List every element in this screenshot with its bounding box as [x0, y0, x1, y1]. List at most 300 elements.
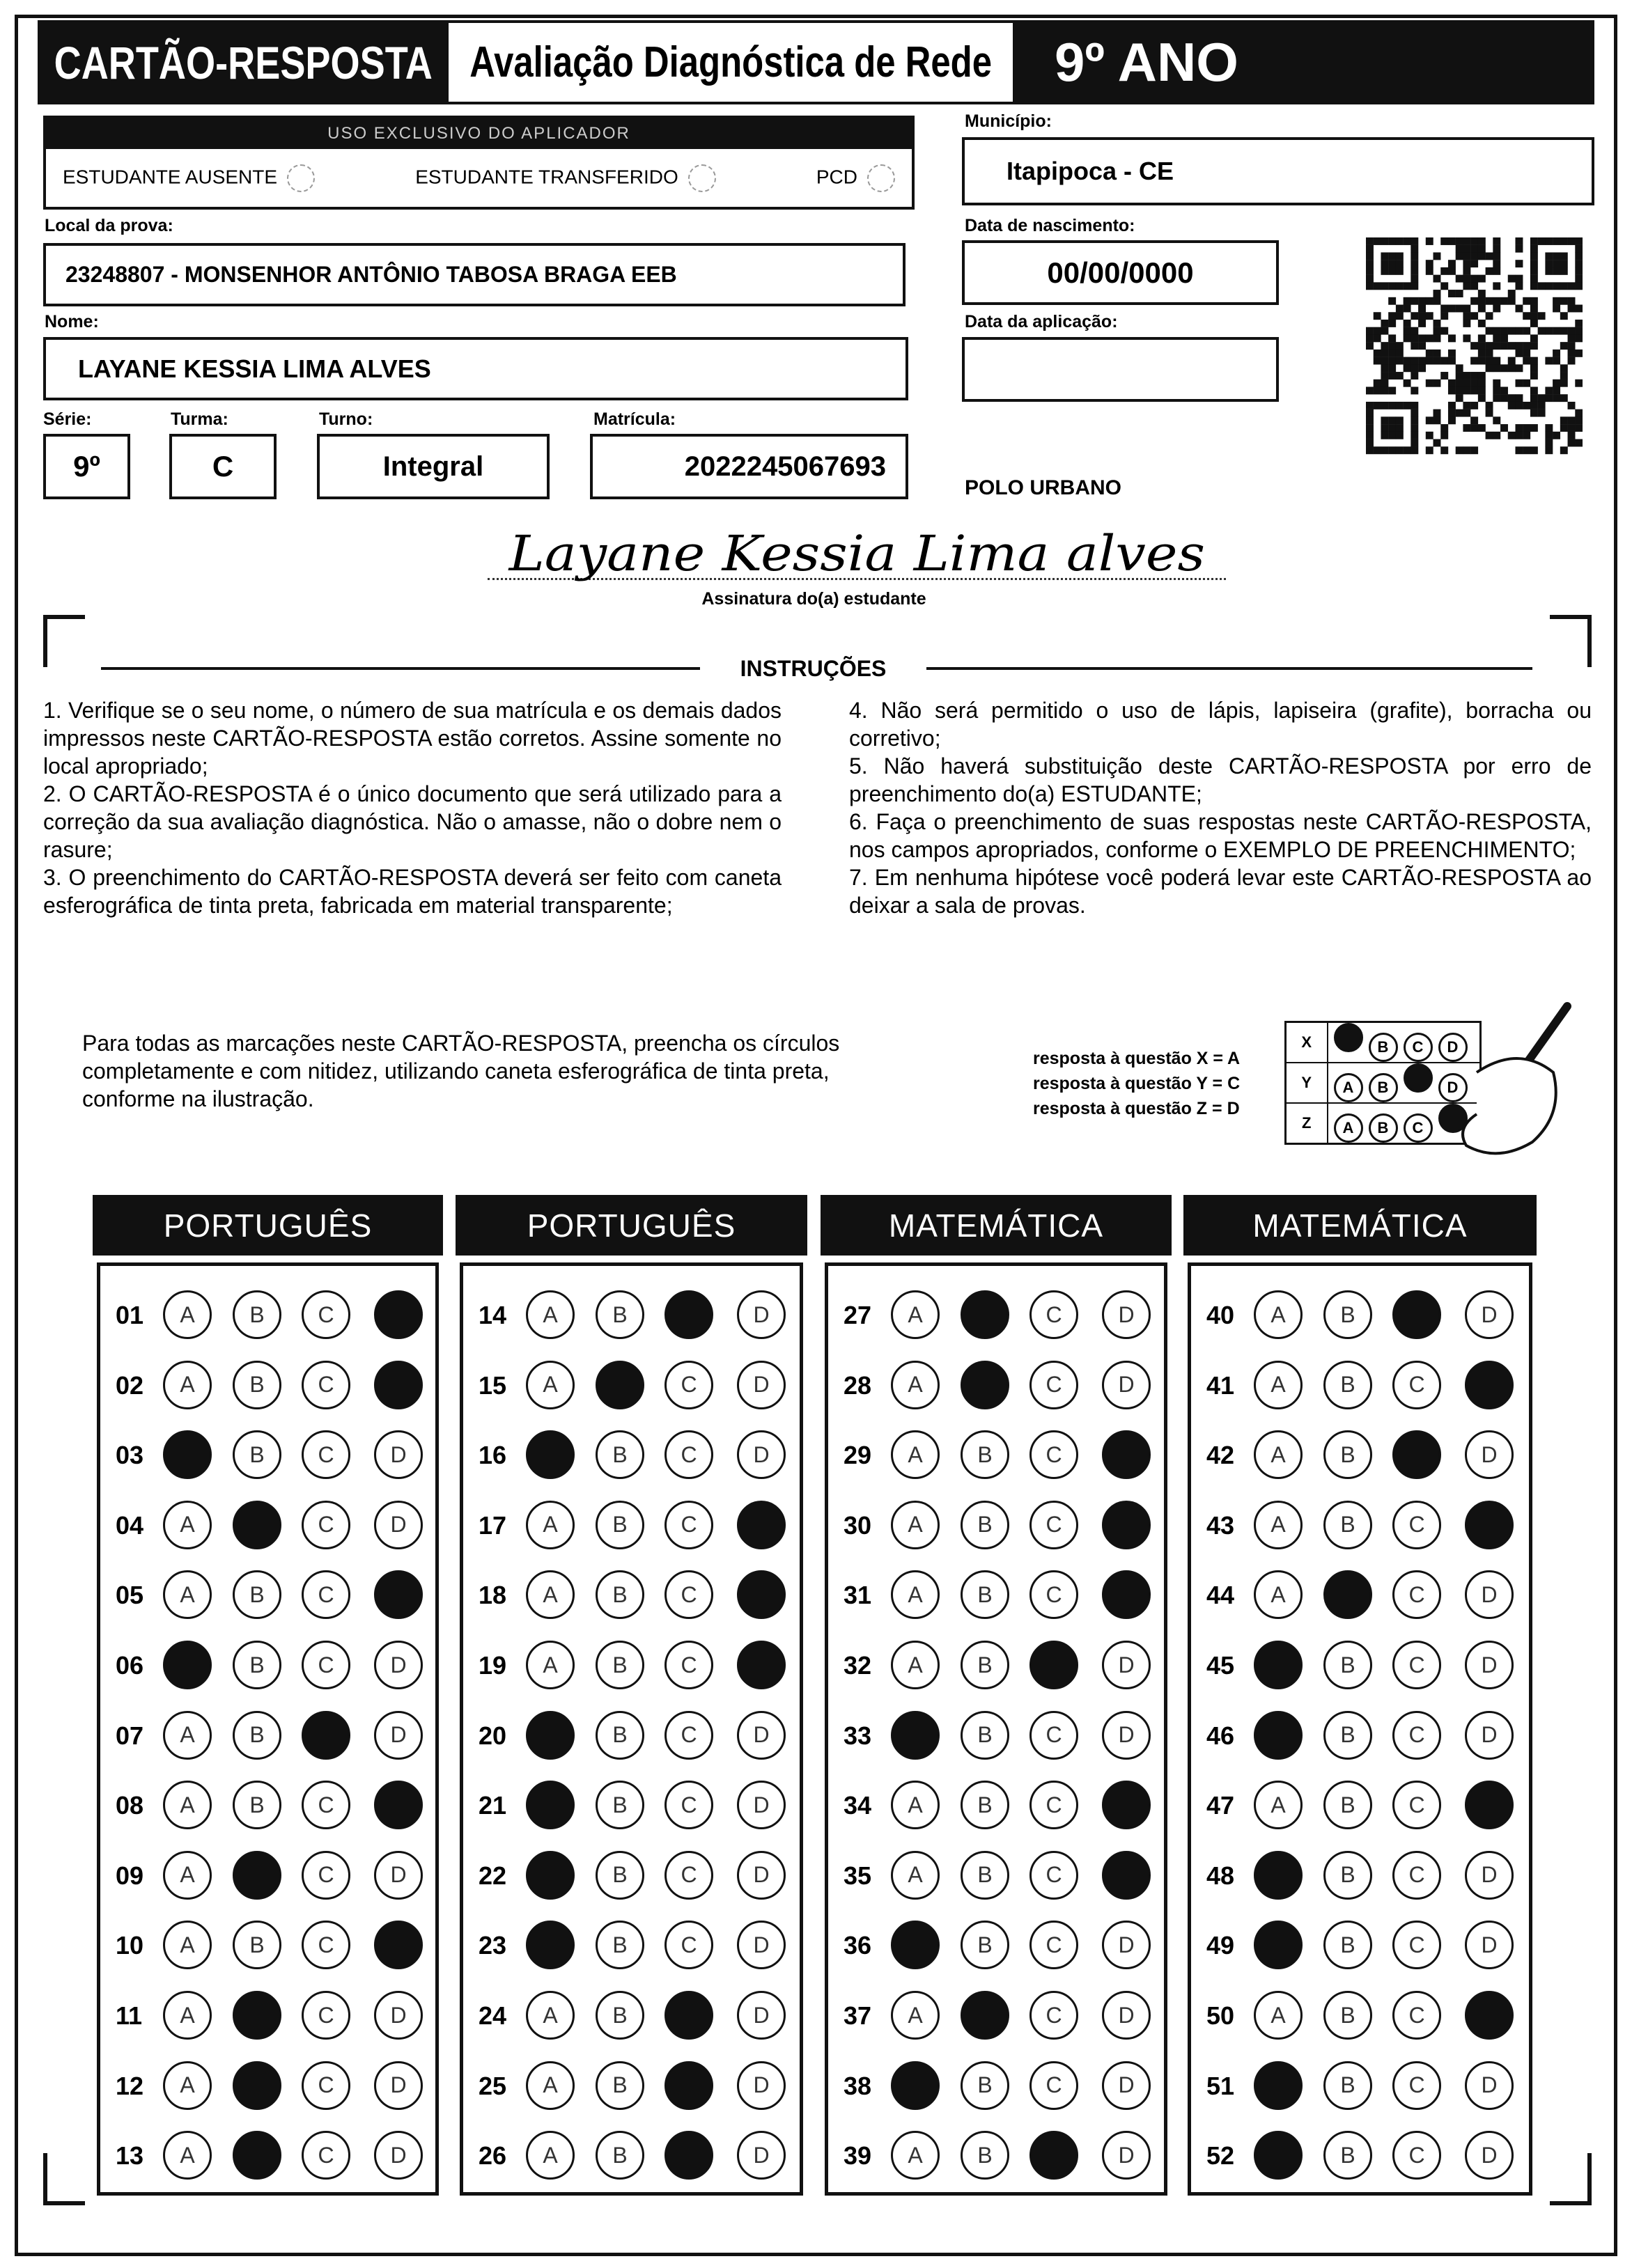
bubble-c[interactable]: C	[1392, 1851, 1441, 1900]
question-number: 13	[116, 2141, 144, 2171]
question-row	[463, 1497, 800, 1553]
bubble-d-filled[interactable]	[737, 1641, 786, 1689]
question-number: 52	[1206, 2141, 1235, 2171]
bubble-d-filled[interactable]	[374, 1921, 423, 1969]
bubble-d-filled[interactable]	[1102, 1781, 1151, 1829]
bubble-b-filled[interactable]	[961, 1290, 1009, 1339]
bubble-a-filled[interactable]	[1254, 2061, 1303, 2110]
bubble-a-filled[interactable]	[526, 1921, 575, 1969]
bubble-c[interactable]: C	[1029, 2061, 1078, 2110]
bubble-a-filled[interactable]	[1254, 1711, 1303, 1760]
bubble-a[interactable]: A	[526, 1290, 575, 1339]
bubble-b[interactable]: B	[961, 1781, 1009, 1829]
question-number: 32	[844, 1651, 872, 1680]
bubble-c[interactable]: C	[665, 1781, 713, 1829]
bubble-a[interactable]: A	[1254, 1430, 1303, 1479]
bubble-d[interactable]: D	[1465, 1570, 1514, 1619]
bubble-d-filled[interactable]	[1102, 1501, 1151, 1549]
bubble-a-filled[interactable]	[1254, 2131, 1303, 2180]
bubble-a[interactable]: A	[526, 1570, 575, 1619]
bubble-c[interactable]: C	[1392, 2061, 1441, 2110]
bubble-c[interactable]: C	[302, 1851, 350, 1900]
bubble-d[interactable]: D	[1102, 1641, 1151, 1689]
option-label: PCD	[816, 165, 857, 187]
bubble-d-filled[interactable]	[1465, 1991, 1514, 2040]
answer-column	[460, 1262, 803, 2196]
answer-column	[825, 1262, 1167, 2196]
bubble-c[interactable]: C	[1029, 1430, 1078, 1479]
bubble-c[interactable]: C	[1392, 1570, 1441, 1619]
example-caption: resposta à questão Y = C	[1033, 1074, 1241, 1093]
question-row	[1191, 1707, 1529, 1763]
question-number: 49	[1206, 1931, 1235, 1960]
signature: Layane Kessia Lima alves	[508, 525, 1205, 582]
instructions-left	[43, 696, 782, 919]
question-number: 41	[1206, 1370, 1235, 1400]
bubble-d-filled[interactable]	[374, 1781, 423, 1829]
bubble-a-filled[interactable]	[1254, 1851, 1303, 1900]
matricula-label: Matrícula:	[593, 409, 676, 429]
bubble-a[interactable]: A	[526, 2131, 575, 2180]
bubble-b[interactable]: B	[1323, 1641, 1372, 1689]
bubble-d-filled[interactable]	[374, 1290, 423, 1339]
bubble-c[interactable]: C	[302, 1991, 350, 2040]
bubble-a[interactable]: A	[1254, 1361, 1303, 1409]
bubble-b[interactable]: B	[1323, 2061, 1372, 2110]
example-bubble-b: B	[1369, 1113, 1398, 1143]
option-pcd[interactable]	[816, 164, 895, 192]
question-number: 47	[1206, 1791, 1235, 1820]
bubble-c[interactable]: C	[665, 1430, 713, 1479]
question-number: 31	[844, 1581, 872, 1610]
bubble-c-filled[interactable]	[665, 1290, 713, 1339]
bubble-d[interactable]: D	[374, 2061, 423, 2110]
bubble-d[interactable]: D	[737, 1921, 786, 1969]
question-row	[100, 1707, 435, 1763]
bubble-a-filled[interactable]	[526, 1781, 575, 1829]
bubble-c[interactable]: C	[302, 1361, 350, 1409]
bubble-a-filled[interactable]	[526, 1851, 575, 1900]
bubble-b-filled[interactable]	[233, 1501, 281, 1549]
turma-field	[169, 434, 277, 499]
bubble-c[interactable]: C	[1029, 1781, 1078, 1829]
bubble-b-filled[interactable]	[596, 1361, 644, 1409]
section-header: MATEMÁTICA	[1183, 1195, 1537, 1256]
bubble-c-filled[interactable]	[302, 1711, 350, 1760]
bubble-b-filled[interactable]	[233, 2061, 281, 2110]
bubble-c[interactable]: C	[1029, 1851, 1078, 1900]
bubble-a-filled[interactable]	[891, 1921, 940, 1969]
example-bubble-d: D	[1438, 1033, 1468, 1062]
bubble-d[interactable]: D	[737, 1851, 786, 1900]
instruction-item: 1. Verifique se o seu nome, o número de sua matrícula e os demais dados impressos neste CARTÃO-RESPOSTA estão corretos. Assine somente no local apropriado;	[43, 698, 782, 779]
bubble-b[interactable]: B	[596, 1991, 644, 2040]
signature-line	[488, 514, 1226, 580]
question-number: 40	[1206, 1301, 1235, 1329]
example-row-label: Z	[1286, 1103, 1328, 1144]
bubble-b[interactable]: B	[1323, 2131, 1372, 2180]
bubble-d[interactable]: D	[1102, 2061, 1151, 2110]
ausente-bubble[interactable]	[287, 164, 315, 192]
bubble-a[interactable]: A	[891, 1361, 940, 1409]
bubble-c-filled[interactable]	[1029, 1641, 1078, 1689]
bubble-d-filled[interactable]	[374, 1570, 423, 1619]
bubble-d[interactable]: D	[374, 2131, 423, 2180]
bubble-d[interactable]: D	[1465, 1641, 1514, 1689]
question-row	[100, 1357, 435, 1413]
bubble-d[interactable]: D	[737, 1711, 786, 1760]
option-label: ESTUDANTE TRANSFERIDO	[415, 165, 678, 187]
bubble-c-filled[interactable]	[1392, 1430, 1441, 1479]
question-number: 30	[844, 1510, 872, 1540]
matricula-field	[590, 434, 908, 499]
bubble-d[interactable]: D	[737, 1290, 786, 1339]
pcd-bubble[interactable]	[867, 164, 895, 192]
bubble-a[interactable]: A	[891, 1570, 940, 1619]
question-row	[828, 1987, 1164, 2043]
bubble-c[interactable]: C	[665, 1641, 713, 1689]
question-number: 25	[479, 2071, 507, 2100]
bubble-b[interactable]: B	[233, 1570, 281, 1619]
bubble-b[interactable]: B	[233, 1921, 281, 1969]
turma-value: C	[212, 450, 234, 483]
bubble-b[interactable]: B	[961, 1501, 1009, 1549]
example-bubble-d: D	[1438, 1073, 1468, 1102]
bubble-d[interactable]: D	[1465, 1430, 1514, 1479]
bubble-b[interactable]: B	[961, 2061, 1009, 2110]
bubble-d-filled[interactable]	[1102, 1430, 1151, 1479]
bubble-a[interactable]: A	[163, 1921, 212, 1969]
bubble-a[interactable]: A	[1254, 1991, 1303, 2040]
bubble-c[interactable]: C	[302, 1501, 350, 1549]
bubble-c[interactable]: C	[1392, 1781, 1441, 1829]
bubble-a[interactable]: A	[163, 1851, 212, 1900]
bubble-a-filled[interactable]	[1254, 1641, 1303, 1689]
bubble-a[interactable]: A	[526, 1361, 575, 1409]
option-estudante-transferido[interactable]	[415, 164, 716, 192]
bubble-d[interactable]: D	[1465, 1290, 1514, 1339]
bubble-a[interactable]: A	[891, 1991, 940, 2040]
pen-hand-icon	[1435, 996, 1574, 1177]
bubble-d[interactable]: D	[1102, 1290, 1151, 1339]
bubble-d[interactable]: D	[1102, 1921, 1151, 1969]
answer-column	[97, 1262, 439, 2196]
bubble-a[interactable]: A	[163, 1361, 212, 1409]
bubble-a[interactable]: A	[891, 1641, 940, 1689]
bubble-b[interactable]: B	[596, 1711, 644, 1760]
bubble-b[interactable]: B	[1323, 1921, 1372, 1969]
question-number: 02	[116, 1370, 144, 1400]
bubble-c[interactable]: C	[1029, 1921, 1078, 1969]
serie-field	[43, 434, 130, 499]
bubble-c-filled[interactable]	[1029, 2131, 1078, 2180]
bubble-c-filled[interactable]	[665, 2061, 713, 2110]
question-row	[1191, 2127, 1529, 2183]
grade-title-text: 9º ANO	[1055, 31, 1238, 93]
bubble-c[interactable]: C	[302, 1430, 350, 1479]
bubble-b[interactable]: B	[1323, 1430, 1372, 1479]
question-number: 19	[479, 1651, 507, 1680]
bubble-d[interactable]: D	[1465, 1711, 1514, 1760]
bubble-c[interactable]: C	[1392, 1711, 1441, 1760]
bubble-a[interactable]: A	[1254, 1501, 1303, 1549]
bubble-b[interactable]: B	[1323, 1501, 1372, 1549]
bubble-b[interactable]: B	[233, 1781, 281, 1829]
bubble-c[interactable]: C	[1029, 1290, 1078, 1339]
bubble-b[interactable]: B	[1323, 1851, 1372, 1900]
bubble-a[interactable]: A	[1254, 1290, 1303, 1339]
bubble-d[interactable]: D	[1465, 2061, 1514, 2110]
bubble-b[interactable]: B	[1323, 1290, 1372, 1339]
bubble-a[interactable]: A	[891, 1851, 940, 1900]
bubble-a[interactable]: A	[163, 1570, 212, 1619]
bubble-a-filled[interactable]	[163, 1430, 212, 1479]
bubble-c[interactable]: C	[665, 1711, 713, 1760]
bubble-b[interactable]: B	[596, 1570, 644, 1619]
bubble-b[interactable]: B	[961, 1921, 1009, 1969]
nome-label: Nome:	[45, 312, 99, 331]
question-number: 06	[116, 1651, 144, 1680]
bubble-a[interactable]: A	[163, 1711, 212, 1760]
bubble-d[interactable]: D	[374, 1430, 423, 1479]
question-number: 51	[1206, 2071, 1235, 2100]
question-number: 21	[479, 1791, 507, 1820]
bubble-b-filled[interactable]	[233, 1991, 281, 2040]
bubble-c[interactable]: C	[665, 1921, 713, 1969]
bubble-b[interactable]: B	[596, 1921, 644, 1969]
bubble-a[interactable]: A	[163, 2061, 212, 2110]
bubble-b[interactable]: B	[961, 1570, 1009, 1619]
question-row	[828, 1917, 1164, 1973]
bubble-b[interactable]: B	[596, 1641, 644, 1689]
bubble-c[interactable]: C	[302, 1921, 350, 1969]
question-row	[828, 1287, 1164, 1343]
bubble-c[interactable]: C	[302, 2061, 350, 2110]
bubble-a-filled[interactable]	[163, 1641, 212, 1689]
bubble-d[interactable]: D	[374, 1501, 423, 1549]
question-row	[828, 1777, 1164, 1833]
bubble-d[interactable]: D	[1102, 2131, 1151, 2180]
bubble-c[interactable]: C	[1392, 2131, 1441, 2180]
bubble-c[interactable]: C	[302, 1570, 350, 1619]
bubble-a[interactable]: A	[891, 2131, 940, 2180]
bubble-b[interactable]: B	[961, 1641, 1009, 1689]
bubble-c[interactable]: C	[665, 1361, 713, 1409]
bubble-b[interactable]: B	[596, 2061, 644, 2110]
bubble-b[interactable]: B	[961, 1711, 1009, 1760]
bubble-a-filled[interactable]	[526, 1430, 575, 1479]
bubble-d-filled[interactable]	[737, 1501, 786, 1549]
bubble-a[interactable]: A	[163, 1781, 212, 1829]
question-number: 12	[116, 2071, 144, 2100]
bubble-c[interactable]: C	[665, 1501, 713, 1549]
bubble-b[interactable]: B	[233, 1290, 281, 1339]
example-caption: resposta à questão X = A	[1033, 1049, 1241, 1068]
bubble-d[interactable]: D	[374, 1851, 423, 1900]
bubble-d-filled[interactable]	[737, 1570, 786, 1619]
bubble-b[interactable]: B	[961, 1430, 1009, 1479]
question-number: 07	[116, 1721, 144, 1750]
question-row	[100, 1987, 435, 2043]
transferido-bubble[interactable]	[688, 164, 716, 192]
bubble-a[interactable]: A	[891, 1290, 940, 1339]
bubble-c[interactable]: C	[1392, 1641, 1441, 1689]
municipio-field	[962, 137, 1594, 205]
bubble-c[interactable]: C	[1029, 1501, 1078, 1549]
question-row	[100, 1917, 435, 1973]
bubble-c[interactable]: C	[665, 1570, 713, 1619]
bubble-a-filled[interactable]	[891, 1711, 940, 1760]
nome-value: LAYANE KESSIA LIMA ALVES	[78, 354, 431, 383]
bubble-d-filled[interactable]	[1465, 1501, 1514, 1549]
instruction-item: 5. Não haverá substituição deste CARTÃO-RESPOSTA por erro de preenchimento do(a) ESTUDANTE;	[849, 753, 1592, 806]
aplicacao-field[interactable]	[962, 337, 1279, 402]
question-row	[463, 1987, 800, 2043]
question-row	[100, 1427, 435, 1483]
bubble-b-filled[interactable]	[961, 1991, 1009, 2040]
card-title-text: CARTÃO-RESPOSTA	[54, 36, 433, 88]
bubble-b[interactable]: B	[1323, 1361, 1372, 1409]
bubble-c[interactable]: C	[302, 1290, 350, 1339]
bubble-b[interactable]: B	[596, 1501, 644, 1549]
bubble-d[interactable]: D	[1102, 1991, 1151, 2040]
bubble-b[interactable]: B	[1323, 1711, 1372, 1760]
bubble-b[interactable]: B	[596, 1851, 644, 1900]
example-captions	[1033, 1046, 1240, 1121]
bubble-d[interactable]: D	[374, 1711, 423, 1760]
bubble-d[interactable]: D	[1102, 1361, 1151, 1409]
bubble-a[interactable]: A	[163, 1991, 212, 2040]
bubble-b-filled[interactable]	[961, 1361, 1009, 1409]
bubble-b-filled[interactable]	[1323, 1570, 1372, 1619]
bubble-a[interactable]: A	[163, 2131, 212, 2180]
bubble-d-filled[interactable]	[1102, 1851, 1151, 1900]
bubble-c[interactable]: C	[1392, 1501, 1441, 1549]
bubble-a[interactable]: A	[526, 1501, 575, 1549]
bubble-a[interactable]: A	[163, 1290, 212, 1339]
bubble-c[interactable]: C	[302, 2131, 350, 2180]
bubble-c[interactable]: C	[302, 1781, 350, 1829]
bubble-d-filled[interactable]	[1465, 1781, 1514, 1829]
question-row	[828, 1427, 1164, 1483]
bubble-c[interactable]: C	[1392, 1361, 1441, 1409]
bubble-a-filled[interactable]	[891, 2061, 940, 2110]
bubble-a[interactable]: A	[891, 1781, 940, 1829]
question-row	[1191, 1357, 1529, 1413]
bubble-d[interactable]: D	[1465, 1921, 1514, 1969]
bubble-c[interactable]: C	[1029, 1361, 1078, 1409]
corner-mark	[43, 2153, 85, 2205]
bubble-c[interactable]: C	[1029, 1711, 1078, 1760]
bubble-b[interactable]: B	[1323, 1991, 1372, 2040]
bubble-a[interactable]: A	[526, 1641, 575, 1689]
example-bubble-a	[1334, 1023, 1363, 1052]
bubble-b[interactable]: B	[1323, 1781, 1372, 1829]
bubble-b[interactable]: B	[596, 1290, 644, 1339]
bubble-c[interactable]: C	[1392, 1921, 1441, 1969]
bubble-c-filled[interactable]	[665, 2131, 713, 2180]
bubble-d[interactable]: D	[737, 1781, 786, 1829]
bubble-d[interactable]: D	[737, 1361, 786, 1409]
bubble-b[interactable]: B	[233, 1430, 281, 1479]
bubble-a[interactable]: A	[526, 2061, 575, 2110]
bubble-b[interactable]: B	[233, 1711, 281, 1760]
question-number: 37	[844, 2001, 872, 2030]
question-row	[463, 1917, 800, 1973]
question-row	[463, 2127, 800, 2183]
bubble-a[interactable]: A	[163, 1501, 212, 1549]
bubble-a[interactable]: A	[891, 1430, 940, 1479]
bubble-a-filled[interactable]	[1254, 1921, 1303, 1969]
bubble-d-filled[interactable]	[374, 1361, 423, 1409]
bubble-d[interactable]: D	[1465, 1851, 1514, 1900]
bubble-d[interactable]: D	[1465, 2131, 1514, 2180]
question-number: 10	[116, 1931, 144, 1960]
bubble-b-filled[interactable]	[233, 2131, 281, 2180]
bubble-d-filled[interactable]	[1102, 1570, 1151, 1619]
bubble-d[interactable]: D	[737, 2131, 786, 2180]
bubble-b[interactable]: B	[596, 1781, 644, 1829]
bubble-b[interactable]: B	[961, 2131, 1009, 2180]
question-row	[463, 1707, 800, 1763]
bubble-d[interactable]: D	[737, 1430, 786, 1479]
option-estudante-ausente[interactable]	[63, 164, 315, 192]
question-row	[1191, 1777, 1529, 1833]
bubble-c-filled[interactable]	[665, 1991, 713, 2040]
bubble-d[interactable]: D	[374, 1991, 423, 2040]
turno-value: Integral	[382, 451, 484, 482]
corner-mark	[1550, 2153, 1592, 2205]
question-number: 16	[479, 1441, 507, 1470]
bubble-b[interactable]: B	[596, 2131, 644, 2180]
bubble-c[interactable]: C	[665, 1851, 713, 1900]
question-number: 15	[479, 1370, 507, 1400]
question-number: 05	[116, 1581, 144, 1610]
bubble-d[interactable]: D	[1102, 1711, 1151, 1760]
bubble-c[interactable]: C	[1029, 1570, 1078, 1619]
instructions-title: INSTRUÇÕES	[740, 656, 887, 681]
bubble-c[interactable]: C	[1029, 1991, 1078, 2040]
bubble-a-filled[interactable]	[526, 1711, 575, 1760]
bubble-c[interactable]: C	[1392, 1991, 1441, 2040]
signature-caption: Assinatura do(a) estudante	[701, 589, 926, 609]
question-number: 01	[116, 1301, 144, 1329]
bubble-a[interactable]: A	[891, 1501, 940, 1549]
bubble-b[interactable]: B	[233, 1641, 281, 1689]
question-row	[828, 1567, 1164, 1622]
bubble-c-filled[interactable]	[1392, 1290, 1441, 1339]
example-caption: resposta à questão Z = D	[1033, 1099, 1240, 1118]
question-number: 38	[844, 2071, 872, 2100]
bubble-d[interactable]: D	[737, 2061, 786, 2110]
bubble-a[interactable]: A	[1254, 1570, 1303, 1619]
question-row	[100, 2058, 435, 2113]
bubble-a[interactable]: A	[1254, 1781, 1303, 1829]
bubble-b[interactable]: B	[961, 1851, 1009, 1900]
bubble-d[interactable]: D	[737, 1991, 786, 2040]
bubble-c[interactable]: C	[302, 1641, 350, 1689]
turno-label: Turno:	[319, 409, 373, 429]
bubble-a[interactable]: A	[526, 1991, 575, 2040]
example-bubble-c: C	[1404, 1113, 1433, 1143]
bubble-d[interactable]: D	[374, 1641, 423, 1689]
bubble-b-filled[interactable]	[233, 1851, 281, 1900]
question-number: 26	[479, 2141, 507, 2171]
bubble-d-filled[interactable]	[1465, 1361, 1514, 1409]
nascimento-value: 00/00/0000	[1047, 256, 1194, 289]
bubble-b[interactable]: B	[596, 1430, 644, 1479]
bubble-b[interactable]: B	[233, 1361, 281, 1409]
